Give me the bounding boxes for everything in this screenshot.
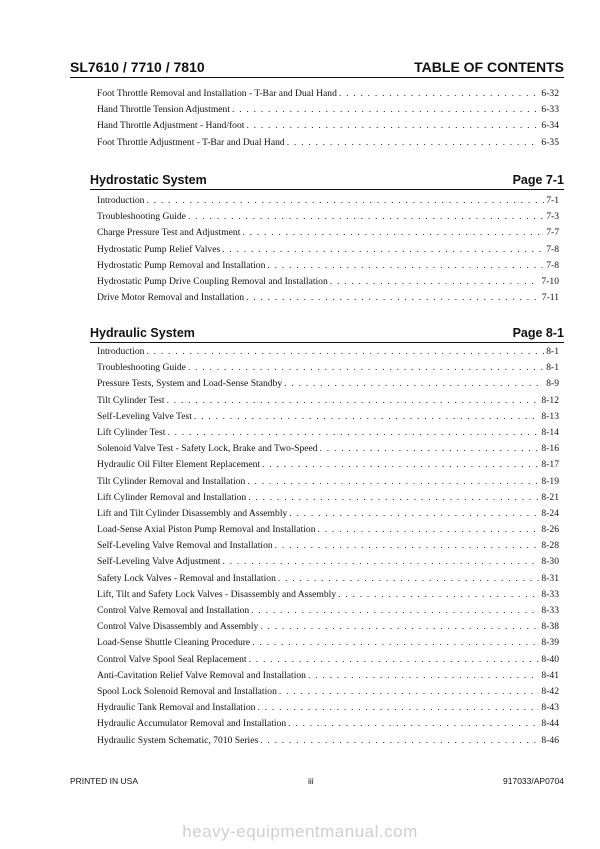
toc-entry[interactable] [97, 360, 559, 376]
toc-entry-title: Spool Lock Solenoid Removal and Installation [97, 685, 277, 697]
toc-continued-list [97, 86, 559, 151]
toc-entry-page: 8-31 [541, 572, 559, 584]
toc-entry[interactable] [97, 86, 559, 102]
toc-entry-title: Control Valve Removal and Installation [97, 605, 250, 616]
toc-entry-title: Drive Motor Removal and Installation [97, 292, 245, 304]
toc-entry-title: Load-Sense Shuttle Cleaning Procedure [97, 637, 251, 649]
dot-leader [167, 393, 540, 409]
dot-leader [146, 193, 544, 209]
toc-entry[interactable] [97, 393, 559, 409]
toc-entry[interactable] [97, 603, 559, 619]
page-number: iii [308, 776, 314, 786]
toc-entry-title: Charge Pressure Test and Adjustment [97, 227, 241, 239]
toc-entry-title: Lift Cylinder Test [97, 426, 166, 438]
toc-list-hydrostatic [97, 193, 559, 306]
toc-entry-title: Introduction [97, 195, 145, 206]
toc-entry-title: Self-Leveling Valve Adjustment [97, 556, 221, 568]
dot-leader [194, 409, 540, 425]
toc-entry-page: 6-33 [541, 104, 559, 116]
toc-entry-title: Solenoid Valve Test - Safety Lock, Brake and Two-Speed [97, 443, 318, 455]
toc-entry-page: 7-7 [546, 227, 559, 239]
toc-entry-page: 8-12 [541, 394, 559, 406]
dot-leader [246, 118, 539, 134]
toc-entry-title: Hydrostatic Pump Drive Coupling Removal and Installation [97, 275, 328, 287]
toc-entry[interactable] [97, 135, 559, 151]
toc-entry-title: Self-Leveling Valve Removal and Installation [97, 540, 273, 552]
toc-entry-page: 8-30 [541, 556, 559, 568]
toc-entry[interactable] [97, 652, 559, 668]
toc-entry-title: Control Valve Spool Seal Replacement [97, 653, 247, 665]
dot-leader [222, 242, 544, 258]
toc-entry-title: Tilt Cylinder Test [97, 394, 165, 406]
dot-leader [308, 668, 539, 684]
toc-entry-page: 8-19 [541, 475, 559, 487]
toc-entry-page: 8-40 [541, 653, 559, 665]
toc-entry-page: 8-13 [541, 410, 559, 422]
dot-leader [167, 425, 539, 441]
section-header-hydraulic [90, 320, 564, 343]
toc-entry[interactable] [97, 668, 559, 684]
toc-entry-title: Hydraulic Accumulator Removal and Installation [97, 718, 287, 730]
section-header-hydrostatic [90, 167, 564, 190]
section-page: Page 8-1 [512, 326, 564, 340]
dot-leader [289, 506, 539, 522]
toc-entry-title: Hydraulic Tank Removal and Installation [97, 702, 256, 714]
dot-leader [275, 538, 540, 554]
toc-entry-title: Hydrostatic Pump Removal and Installation [97, 259, 266, 271]
toc-entry[interactable] [97, 290, 559, 306]
toc-entry-page: 8-39 [541, 637, 559, 649]
dot-leader [330, 274, 540, 290]
toc-entry[interactable] [97, 118, 559, 134]
dot-leader [146, 344, 544, 360]
toc-entry-page: 6-34 [541, 120, 559, 132]
toc-entry-title: Hydraulic System Schematic, 7010 Series [97, 734, 259, 746]
toc-entry-title: Hydrostatic Pump Relief Valves [97, 243, 221, 255]
toc-entry-page: 8-42 [541, 685, 559, 697]
toc-entry-page: 8-38 [541, 621, 559, 633]
toc-entry[interactable] [97, 522, 559, 538]
dot-leader [267, 258, 544, 274]
dot-leader [279, 684, 540, 700]
toc-entry[interactable] [97, 258, 559, 274]
dot-leader [249, 652, 540, 668]
toc-entry[interactable] [97, 441, 559, 457]
dot-leader [284, 376, 544, 392]
section-page: Page 7-1 [512, 173, 564, 187]
toc-entry-page: 8-16 [541, 443, 559, 455]
toc-entry[interactable] [97, 474, 559, 490]
toc-entry[interactable] [97, 733, 559, 749]
dot-leader [338, 587, 539, 603]
toc-entry[interactable] [97, 490, 559, 506]
dot-leader [262, 457, 539, 473]
toc-entry[interactable] [97, 376, 559, 392]
toc-entry-title: Tilt Cylinder Removal and Installation [97, 475, 246, 487]
toc-entry[interactable] [97, 554, 559, 570]
toc-entry[interactable] [97, 635, 559, 651]
page-footer [70, 776, 564, 786]
toc-entry[interactable] [97, 242, 559, 258]
page-title: TABLE OF CONTENTS [414, 59, 564, 75]
toc-entry-page: 8-26 [541, 524, 559, 536]
toc-entry-title: Introduction [97, 346, 145, 357]
dot-leader [257, 700, 539, 716]
toc-entry-title: Self-Leveling Valve Test [97, 410, 192, 422]
toc-entry[interactable] [97, 225, 559, 241]
toc-entry[interactable] [97, 571, 559, 587]
dot-leader [339, 86, 540, 102]
toc-entry-title: Hydraulic Oil Filter Element Replacement [97, 459, 261, 471]
toc-entry-title: Lift and Tilt Cylinder Disassembly and Assembly [97, 507, 288, 519]
toc-entry[interactable] [97, 619, 559, 635]
toc-entry-page: 8-21 [541, 491, 559, 503]
dot-leader [246, 290, 540, 306]
toc-entry-page: 7-11 [541, 292, 559, 304]
toc-entry[interactable] [97, 209, 559, 225]
toc-list-hydraulic [97, 344, 559, 749]
toc-entry-title: Hand Throttle Adjustment - Hand/foot [97, 120, 245, 132]
dot-leader [251, 603, 539, 619]
toc-entry-title: Foot Throttle Removal and Installation - T-Bar and Dual Hand [97, 88, 337, 99]
toc-entry-title: Load-Sense Axial Piston Pump Removal and Installation [97, 524, 316, 536]
toc-entry-page: 6-35 [541, 136, 559, 148]
dot-leader [232, 102, 539, 118]
dot-leader [222, 554, 539, 570]
dot-leader [247, 474, 539, 490]
toc-entry-page: 6-32 [541, 88, 559, 99]
toc-entry-title: Troubleshooting Guide [97, 211, 186, 223]
toc-entry[interactable] [97, 344, 559, 360]
toc-entry-page: 8-33 [541, 605, 559, 616]
toc-entry[interactable] [97, 716, 559, 732]
model-title: SL7610 / 7710 / 7810 [70, 59, 205, 75]
toc-entry-title: Safety Lock Valves - Removal and Installation [97, 572, 276, 584]
toc-entry[interactable] [97, 425, 559, 441]
dot-leader [278, 571, 540, 587]
toc-entry-title: Lift, Tilt and Safety Lock Valves - Disassembly and Assembly [97, 588, 337, 600]
toc-entry[interactable] [97, 274, 559, 290]
toc-entry-page: 8-44 [541, 718, 559, 730]
toc-entry[interactable] [97, 506, 559, 522]
toc-entry-page: 8-24 [541, 507, 559, 519]
toc-entry-title: Hand Throttle Tension Adjustment [97, 104, 231, 116]
page-header [70, 55, 564, 78]
toc-entry-page: 7-8 [546, 243, 559, 255]
toc-entry-page: 7-8 [546, 259, 559, 271]
toc-entry-page: 8-1 [546, 362, 559, 374]
dot-leader [318, 522, 540, 538]
toc-entry-page: 8-28 [541, 540, 559, 552]
toc-entry-page: 8-17 [541, 459, 559, 471]
toc-entry-page: 8-46 [541, 734, 559, 746]
dot-leader [320, 441, 540, 457]
toc-entry-page: 7-3 [546, 211, 559, 223]
section-title: Hydraulic System [90, 326, 195, 340]
toc-entry[interactable] [97, 684, 559, 700]
dot-leader [288, 716, 539, 732]
toc-entry-title: Foot Throttle Adjustment - T-Bar and Dual Hand [97, 136, 285, 148]
toc-entry-title: Troubleshooting Guide [97, 362, 186, 374]
toc-entry-title: Lift Cylinder Removal and Installation [97, 491, 247, 503]
watermark: heavy-equipmentmanual.com [182, 822, 418, 841]
toc-entry-page: 7-1 [546, 195, 559, 206]
dot-leader [248, 490, 539, 506]
footer-printed: PRINTED IN USA [70, 776, 139, 786]
dot-leader [188, 360, 544, 376]
dot-leader [242, 225, 544, 241]
toc-entry-page: 8-43 [541, 702, 559, 714]
toc-entry-page: 8-33 [541, 588, 559, 600]
section-title: Hydrostatic System [90, 173, 207, 187]
toc-entry-page: 8-1 [546, 346, 559, 357]
toc-entry[interactable] [97, 587, 559, 603]
footer-doc-number: 917033/AP0704 [503, 776, 564, 786]
dot-leader [260, 733, 539, 749]
toc-entry-title: Pressure Tests, System and Load-Sense Standby [97, 378, 283, 390]
toc-entry-page: 7-10 [541, 275, 559, 287]
toc-entry[interactable] [97, 700, 559, 716]
dot-leader [287, 135, 540, 151]
dot-leader [252, 635, 539, 651]
toc-entry[interactable] [97, 102, 559, 118]
toc-entry-page: 8-41 [541, 669, 559, 681]
toc-entry[interactable] [97, 457, 559, 473]
dot-leader [260, 619, 539, 635]
toc-entry-page: 8-14 [541, 426, 559, 438]
toc-entry[interactable] [97, 538, 559, 554]
toc-entry[interactable] [97, 409, 559, 425]
toc-entry-page: 8-9 [546, 378, 559, 390]
toc-entry[interactable] [97, 193, 559, 209]
toc-entry-title: Control Valve Disassembly and Assembly [97, 621, 259, 633]
dot-leader [188, 209, 544, 225]
toc-entry-title: Anti-Cavitation Relief Valve Removal and Installation [97, 669, 306, 681]
